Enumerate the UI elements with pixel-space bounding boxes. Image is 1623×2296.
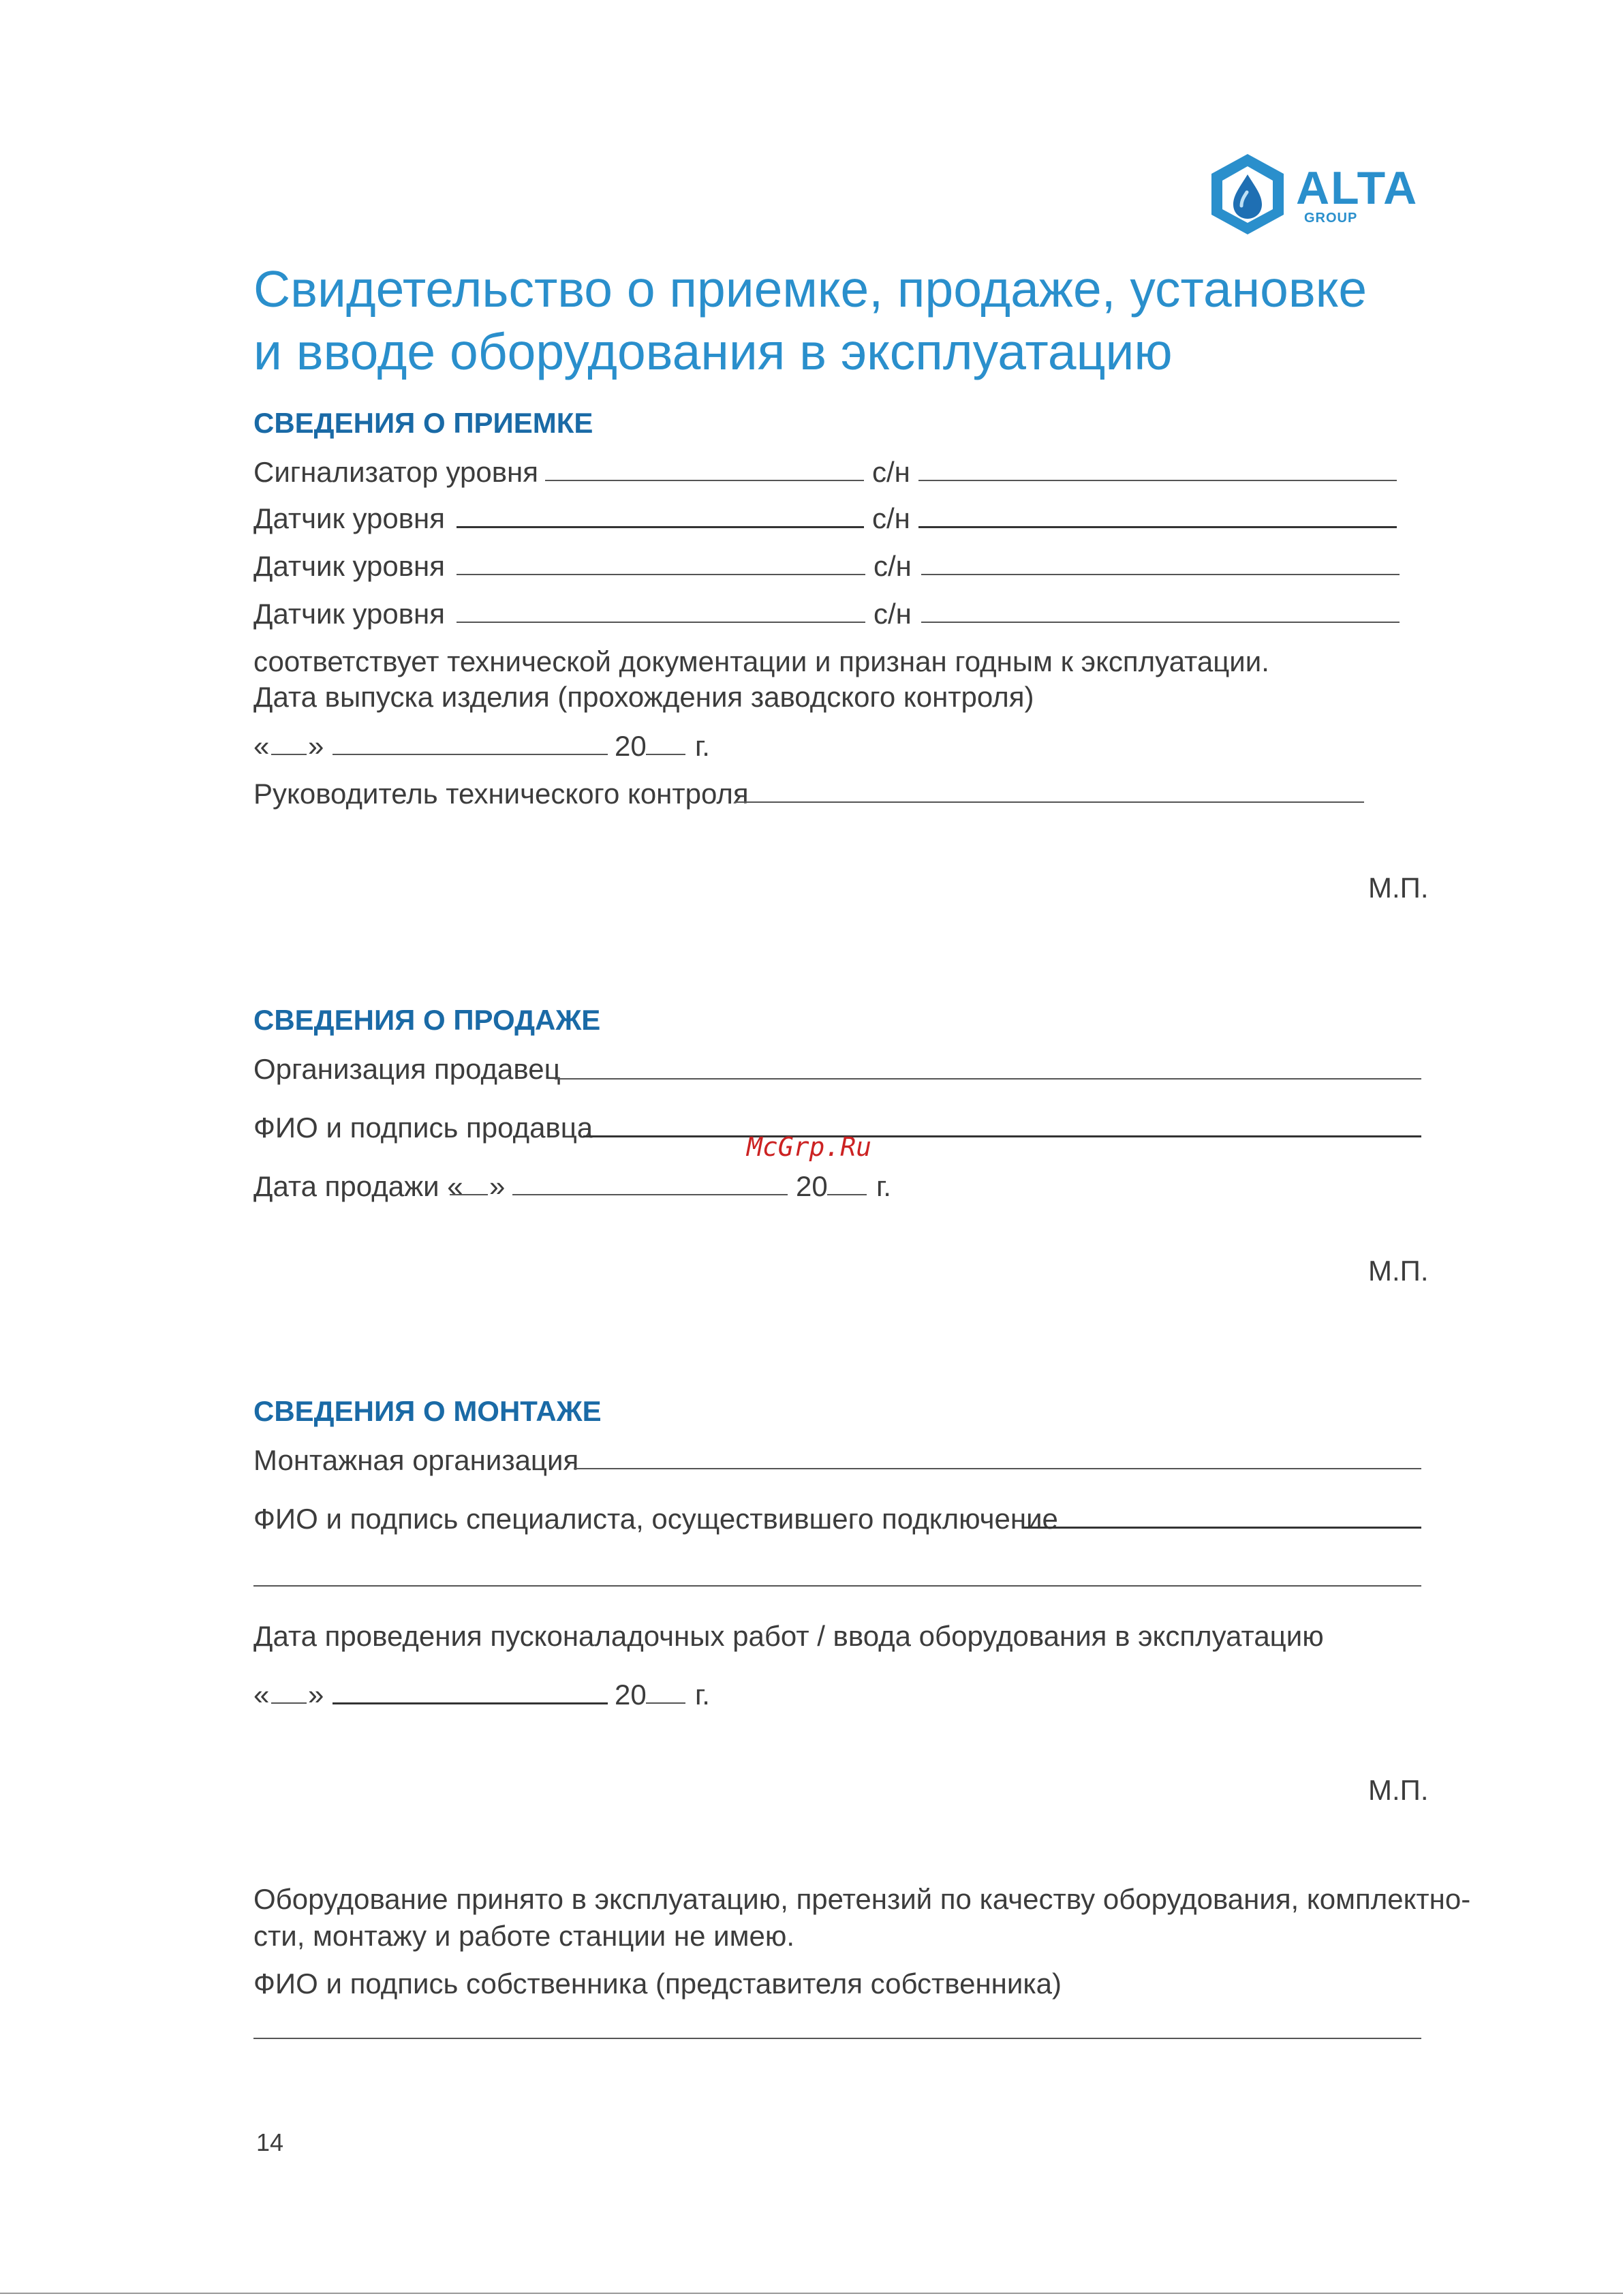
mounting-specialist-label: ФИО и подпись специалиста, осуществившего подключение bbox=[253, 1503, 1058, 1535]
mounting-year-suffix: г. bbox=[695, 1679, 710, 1711]
owner-statement-line-1: Оборудование принято в эксплуатацию, претензий по качеству оборудования, комплектно- bbox=[253, 1883, 1471, 1915]
sale-year-field[interactable] bbox=[827, 1194, 867, 1195]
sale-date-label: Дата продажи « bbox=[253, 1170, 463, 1202]
acceptance-date-open: « bbox=[253, 730, 270, 762]
acceptance-row-3-sn: с/н bbox=[874, 550, 912, 582]
mounting-heading: СВЕДЕНИЯ О МОНТАЖЕ bbox=[253, 1395, 602, 1427]
mounting-org-label: Монтажная организация bbox=[253, 1444, 579, 1476]
sale-year-prefix: 20 bbox=[796, 1170, 828, 1202]
acceptance-day-field[interactable] bbox=[271, 754, 307, 755]
acceptance-row-3-sn-field[interactable] bbox=[921, 574, 1400, 575]
page-title bbox=[253, 258, 1367, 383]
sale-seller-field[interactable] bbox=[583, 1135, 1421, 1137]
page-number: 14 bbox=[256, 2128, 284, 2156]
mounting-day-field[interactable] bbox=[271, 1702, 307, 1704]
acceptance-row-3-label: Датчик уровня bbox=[253, 550, 445, 582]
acceptance-row-2-sn-field[interactable] bbox=[918, 526, 1397, 528]
sale-org-field[interactable] bbox=[555, 1078, 1421, 1080]
mounting-stamp: М.П. bbox=[1368, 1774, 1429, 1806]
acceptance-stamp: М.П. bbox=[1368, 872, 1429, 904]
title-line-1: Свидетельство о приемке, продаже, установке bbox=[253, 260, 1367, 318]
mounting-month-field[interactable] bbox=[333, 1702, 608, 1704]
sale-stamp: М.П. bbox=[1368, 1255, 1429, 1287]
watermark: McGrp.Ru bbox=[747, 1132, 872, 1162]
mounting-commission-label: Дата проведения пусконаладочных работ / ввода оборудования в эксплуатацию bbox=[253, 1620, 1324, 1652]
acceptance-row-4-sn-field[interactable] bbox=[921, 622, 1400, 623]
mounting-org-field[interactable] bbox=[574, 1468, 1421, 1469]
mounting-year-field[interactable] bbox=[646, 1702, 685, 1704]
mounting-date-open: « bbox=[253, 1679, 270, 1711]
acceptance-date-close: » bbox=[308, 730, 324, 762]
acceptance-year-field[interactable] bbox=[646, 754, 685, 755]
mounting-year-prefix: 20 bbox=[615, 1679, 647, 1711]
acceptance-release-date-label: Дата выпуска изделия (прохождения заводского контроля) bbox=[253, 681, 1034, 713]
acceptance-year-prefix: 20 bbox=[615, 730, 647, 762]
acceptance-row-1-field[interactable] bbox=[545, 480, 864, 481]
owner-signature-field[interactable] bbox=[253, 2038, 1421, 2039]
acceptance-row-1-label: Сигнализатор уровня bbox=[253, 456, 538, 488]
sale-date-close: » bbox=[489, 1170, 506, 1202]
acceptance-conformity: соответствует технической документации и признан годным к эксплуатации. bbox=[253, 645, 1269, 677]
logo-brand: ALTA bbox=[1296, 162, 1419, 214]
sale-year-suffix: г. bbox=[876, 1170, 891, 1202]
sale-heading: СВЕДЕНИЯ О ПРОДАЖЕ bbox=[253, 1004, 601, 1036]
acceptance-heading: СВЕДЕНИЯ О ПРИЕМКЕ bbox=[253, 407, 593, 439]
sale-month-field[interactable] bbox=[512, 1194, 788, 1195]
acceptance-row-4-field[interactable] bbox=[457, 622, 865, 623]
mounting-date-close: » bbox=[308, 1679, 324, 1711]
acceptance-month-field[interactable] bbox=[333, 754, 608, 755]
page-bottom-edge bbox=[0, 2293, 1623, 2294]
sale-org-label: Организация продавец bbox=[253, 1053, 561, 1085]
acceptance-year-suffix: г. bbox=[695, 730, 710, 762]
acceptance-row-2-field[interactable] bbox=[457, 526, 864, 528]
water-drop-hexagon-icon bbox=[1207, 151, 1288, 237]
acceptance-controller-label: Руководитель технического контроля bbox=[253, 778, 749, 810]
acceptance-row-2-label: Датчик уровня bbox=[253, 502, 445, 534]
sale-day-field[interactable] bbox=[450, 1194, 488, 1195]
alta-logo bbox=[1207, 151, 1425, 237]
acceptance-row-4-sn: с/н bbox=[874, 598, 912, 630]
acceptance-row-2-sn: с/н bbox=[872, 502, 910, 534]
acceptance-controller-field[interactable] bbox=[735, 801, 1364, 803]
acceptance-row-1-sn: с/н bbox=[872, 456, 910, 488]
acceptance-row-3-field[interactable] bbox=[457, 574, 865, 575]
mounting-specialist-field[interactable] bbox=[1022, 1527, 1421, 1529]
logo-sub: GROUP bbox=[1304, 211, 1358, 226]
acceptance-row-4-label: Датчик уровня bbox=[253, 598, 445, 630]
mounting-specialist-field-continued[interactable] bbox=[253, 1585, 1421, 1587]
sale-seller-label: ФИО и подпись продавца bbox=[253, 1112, 593, 1144]
owner-signature-label: ФИО и подпись собственника (представителя собственника) bbox=[253, 1968, 1062, 2000]
title-line-2: и вводе оборудования в эксплуатацию bbox=[253, 323, 1173, 380]
owner-statement-line-2: сти, монтажу и работе станции не имею. bbox=[253, 1920, 795, 1952]
acceptance-row-1-sn-field[interactable] bbox=[918, 480, 1397, 481]
